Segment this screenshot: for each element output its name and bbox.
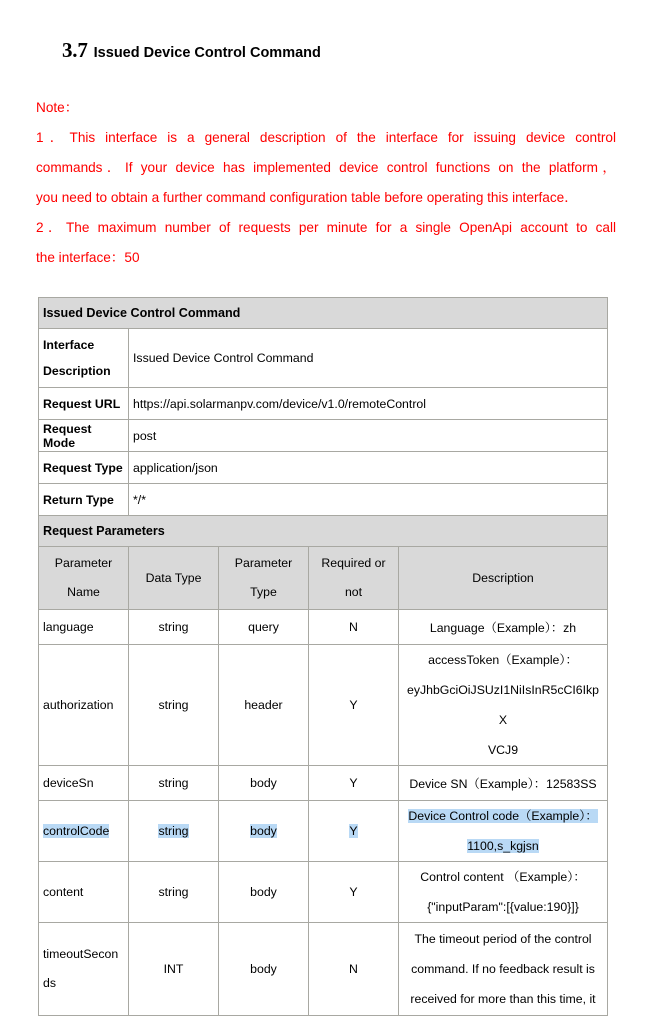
table-row (39, 484, 608, 516)
table-row (39, 766, 608, 801)
param-desc-content: Control content （Example）： {"inputParam":[{value:190}]} (399, 862, 608, 923)
note-item-2 (36, 213, 616, 273)
table-row (39, 923, 608, 1016)
param-desc-devicesn: Device SN（Example）：12583SS (399, 766, 608, 801)
param-datatype-controlcode: string (129, 801, 219, 862)
api-spec-table (38, 297, 608, 1016)
col-header-required-or-not: Required or not (309, 547, 399, 610)
param-required-content: Y (309, 862, 399, 923)
section-number: 3.7 (62, 38, 88, 62)
row-value-interface-description: Issued Device Control Command (129, 329, 608, 388)
param-datatype-devicesn: string (129, 766, 219, 801)
table-row (39, 420, 608, 452)
param-required-authorization: Y (309, 645, 399, 766)
col-header-description: Description (399, 547, 608, 610)
note-item-2-line-2: the interface：50 (36, 250, 140, 265)
row-label-request-mode: Request Mode (39, 420, 129, 452)
param-datatype-content: string (129, 862, 219, 923)
table-title-cell: Issued Device Control Command (39, 298, 608, 329)
table-row (39, 645, 608, 766)
col-header-parameter-type: Parameter Type (219, 547, 309, 610)
param-datatype-language: string (129, 610, 219, 645)
param-name-controlcode: controlCode (39, 801, 129, 862)
row-value-request-mode: post (129, 420, 608, 452)
param-name-devicesn: deviceSn (39, 766, 129, 801)
table-row (39, 329, 608, 388)
col-header-data-type: Data Type (129, 547, 219, 610)
param-required-controlcode: Y (309, 801, 399, 862)
table-title-row (39, 298, 608, 329)
note-item-1 (36, 123, 616, 213)
row-label-request-url: Request URL (39, 388, 129, 420)
row-label-return-type: Return Type (39, 484, 129, 516)
param-required-timeoutseconds: N (309, 923, 399, 1016)
param-type-devicesn: body (219, 766, 309, 801)
param-name-content: content (39, 862, 129, 923)
param-desc-timeoutseconds: The timeout period of the control command. If no feedback result is received for more than this time, it (399, 923, 608, 1016)
param-desc-authorization: accessToken（Example）： eyJhbGciOiJSUzI1NiIsInR5cCI6IkpX VCJ9 (399, 645, 608, 766)
param-datatype-authorization: string (129, 645, 219, 766)
table-row (39, 862, 608, 923)
param-required-language: N (309, 610, 399, 645)
row-value-request-url: https://api.solarmanpv.com/device/v1.0/remoteControl (129, 388, 608, 420)
table-row (39, 388, 608, 420)
page-title (62, 38, 321, 63)
row-label-interface-description: Interface Description (39, 329, 129, 388)
param-type-controlcode: body (219, 801, 309, 862)
section-title: Issued Device Control Command (93, 45, 321, 61)
table-row (39, 452, 608, 484)
param-desc-controlcode: Device Control code（Example）： 1100,s_kgjsn (399, 801, 608, 862)
note-block (36, 93, 616, 273)
table-section-header-row (39, 516, 608, 547)
table-row (39, 610, 608, 645)
note-item-1-line-1: 1．This interface is a general description of the interface for issuing device control (36, 130, 616, 145)
param-name-language: language (39, 610, 129, 645)
param-header-row (39, 547, 608, 610)
param-name-timeoutseconds: timeoutSecon ds (39, 923, 129, 1016)
param-type-timeoutseconds: body (219, 923, 309, 1016)
param-type-content: body (219, 862, 309, 923)
param-type-authorization: header (219, 645, 309, 766)
param-desc-language: Language（Example）：zh (399, 610, 608, 645)
note-item-1-line-3: you need to obtain a further command configuration table before operating this interface． (36, 190, 578, 205)
param-type-language: query (219, 610, 309, 645)
param-name-authorization: authorization (39, 645, 129, 766)
note-label: Note： (36, 100, 79, 115)
note-item-2-line-1: 2．The maximum number of requests per minute for a single OpenApi account to call (36, 220, 616, 235)
param-required-devicesn: Y (309, 766, 399, 801)
row-value-request-type: application/json (129, 452, 608, 484)
table-row-selected (39, 801, 608, 862)
note-item-1-line-2: commands．If your device has implemented device control functions on the platform， (36, 160, 616, 175)
col-header-parameter-name: Parameter Name (39, 547, 129, 610)
row-label-request-type: Request Type (39, 452, 129, 484)
section-header-request-parameters: Request Parameters (39, 516, 608, 547)
param-datatype-timeoutseconds: INT (129, 923, 219, 1016)
row-value-return-type: */* (129, 484, 608, 516)
